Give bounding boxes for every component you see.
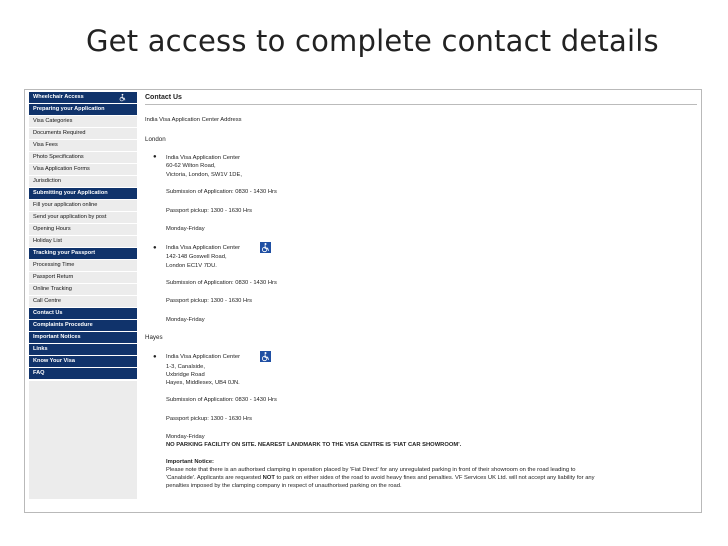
- sidebar-item-label: Wheelchair Access: [33, 94, 84, 100]
- bullet: ●: [153, 245, 157, 251]
- sidebar-item-fill-your-application-online[interactable]: [29, 200, 137, 212]
- sidebar-item-label: Fill your application online: [33, 202, 98, 208]
- address-line: Uxbridge Road: [166, 372, 205, 378]
- pickup-hours: Passport pickup: 1300 - 1630 Hrs: [166, 416, 253, 422]
- sidebar-item-links[interactable]: [29, 344, 137, 356]
- sidebar-item-contact-us[interactable]: [29, 308, 137, 320]
- sidebar-item-preparing-your-application[interactable]: [29, 104, 137, 116]
- notice-emphasis: NOT: [262, 475, 275, 481]
- sidebar-item-label: Links: [33, 346, 48, 352]
- sidebar-item-label: Visa Fees: [33, 142, 58, 148]
- notice-line: Please note that there is an authorised clamping in operation placed by 'Fiat Direct' for any unregulated parking in front of their showroom on the road leading to: [166, 467, 576, 473]
- bullet: ●: [153, 354, 157, 360]
- working-days: Monday-Friday: [166, 226, 205, 232]
- bullet: ●: [153, 154, 157, 160]
- sidebar-item-label: Documents Required: [33, 130, 86, 136]
- sidebar-item-processing-time[interactable]: [29, 260, 137, 272]
- address-line: Victoria, London, SW1V 1DE,: [166, 172, 242, 178]
- sidebar-item-visa-fees[interactable]: [29, 140, 137, 152]
- submission-hours: Submission of Application: 0830 - 1430 Hrs: [166, 397, 277, 403]
- address-line: 60-62 Wilton Road,: [166, 163, 216, 169]
- sidebar-item-complaints-procedure[interactable]: [29, 320, 137, 332]
- contact-content: [145, 92, 697, 489]
- sidebar-item-visa-application-forms[interactable]: [29, 164, 137, 176]
- sidebar-item-faq[interactable]: [29, 368, 137, 380]
- sidebar-item-wheelchair-access[interactable]: [29, 92, 137, 104]
- hayes-heading: Hayes: [145, 334, 163, 341]
- website-screenshot: [24, 89, 702, 513]
- pickup-hours: Passport pickup: 1300 - 1630 Hrs: [166, 208, 253, 214]
- submission-hours: Submission of Application: 0830 - 1430 Hrs: [166, 280, 277, 286]
- sidebar-item-label: Visa Application Forms: [33, 166, 90, 172]
- notice-heading: Important Notice:: [166, 459, 214, 465]
- sidebar-item-holiday-list[interactable]: [29, 236, 137, 248]
- notice-text: 'Canalside'. Applicants are requested: [166, 475, 263, 481]
- sidebar-item-tracking-your-passport[interactable]: [29, 248, 137, 260]
- sidebar-item-label: Photo Specifications: [33, 154, 84, 160]
- notice-line: [166, 475, 595, 482]
- working-days: Monday-Friday: [166, 434, 205, 440]
- sidebar-item-call-centre[interactable]: [29, 296, 137, 308]
- sidebar-nav: [29, 92, 137, 499]
- center-name: India Visa Application Center: [166, 155, 241, 161]
- center-name: India Visa Application Center: [166, 354, 241, 360]
- sidebar-item-label: Complaints Procedure: [33, 322, 93, 328]
- address-line: London EC1V 7DU.: [166, 263, 217, 269]
- sidebar-item-label: Send your application by post: [33, 214, 107, 220]
- sidebar-item-label: Holiday List: [33, 238, 62, 244]
- working-days: Monday-Friday: [166, 317, 205, 323]
- sidebar-item-documents-required[interactable]: [29, 128, 137, 140]
- sidebar-item-label: Submitting your Application: [33, 190, 108, 196]
- london-heading: London: [145, 136, 166, 143]
- sidebar-item-label: FAQ: [33, 370, 45, 376]
- address-subtitle: India Visa Application Center Address: [145, 117, 242, 123]
- sidebar-filler: [29, 380, 137, 499]
- sidebar-item-important-notices[interactable]: [29, 332, 137, 344]
- sidebar-item-label: Call Centre: [33, 298, 61, 304]
- sidebar-item-label: Visa Categories: [33, 118, 73, 124]
- sidebar-item-label: Passport Return: [33, 274, 74, 280]
- center-name: India Visa Application Center: [166, 245, 241, 251]
- sidebar-item-label: Know Your Visa: [33, 358, 75, 364]
- sidebar-item-label: Preparing your Application: [33, 106, 105, 112]
- sidebar-item-opening-hours[interactable]: [29, 224, 137, 236]
- slide-title: Get access to complete contact details: [86, 24, 659, 58]
- address-line: 1-3, Canalside,: [166, 364, 205, 370]
- pickup-hours: Passport pickup: 1300 - 1630 Hrs: [166, 298, 253, 304]
- sidebar-item-passport-return[interactable]: [29, 272, 137, 284]
- sidebar-item-photo-specifications[interactable]: [29, 152, 137, 164]
- sidebar-item-submitting-your-application[interactable]: [29, 188, 137, 200]
- submission-hours: Submission of Application: 0830 - 1430 Hrs: [166, 189, 277, 195]
- sidebar-item-label: Jurisdiction: [33, 178, 61, 184]
- sidebar-item-label: Important Notices: [33, 334, 81, 340]
- sidebar-item-label: Processing Time: [33, 262, 75, 268]
- wheelchair-icon: [260, 351, 271, 362]
- address-line: 142-148 Goswell Road,: [166, 254, 227, 260]
- address-line: Hayes, Middlesex, UB4 0JN.: [166, 380, 240, 386]
- parking-warning: NO PARKING FACILITY ON SITE. NEAREST LANDMARK TO THE VISA CENTRE IS 'FIAT CAR SHOWROOM'.: [166, 442, 462, 448]
- sidebar-item-send-your-application-by-post[interactable]: [29, 212, 137, 224]
- sidebar-item-label: Tracking your Passport: [33, 250, 96, 256]
- sidebar-item-label: Opening Hours: [33, 226, 71, 232]
- sidebar-item-know-your-visa[interactable]: [29, 356, 137, 368]
- page-title: Contact Us: [145, 92, 697, 105]
- notice-text: to park on either sides of the road to avoid heavy fines and penalties. VF Services UK Ltd. will not accept any liability for any: [274, 475, 595, 481]
- sidebar-item-online-tracking[interactable]: [29, 284, 137, 296]
- sidebar-item-label: Online Tracking: [33, 286, 72, 292]
- notice-line: penalties imposed by the clamping company in respect of unauthorised parking on the road.: [166, 483, 402, 489]
- sidebar-item-jurisdiction[interactable]: [29, 176, 137, 188]
- wheelchair-icon: [260, 242, 271, 253]
- sidebar-item-label: Contact Us: [33, 310, 63, 316]
- sidebar-item-visa-categories[interactable]: [29, 116, 137, 128]
- wheelchair-icon: [118, 93, 127, 102]
